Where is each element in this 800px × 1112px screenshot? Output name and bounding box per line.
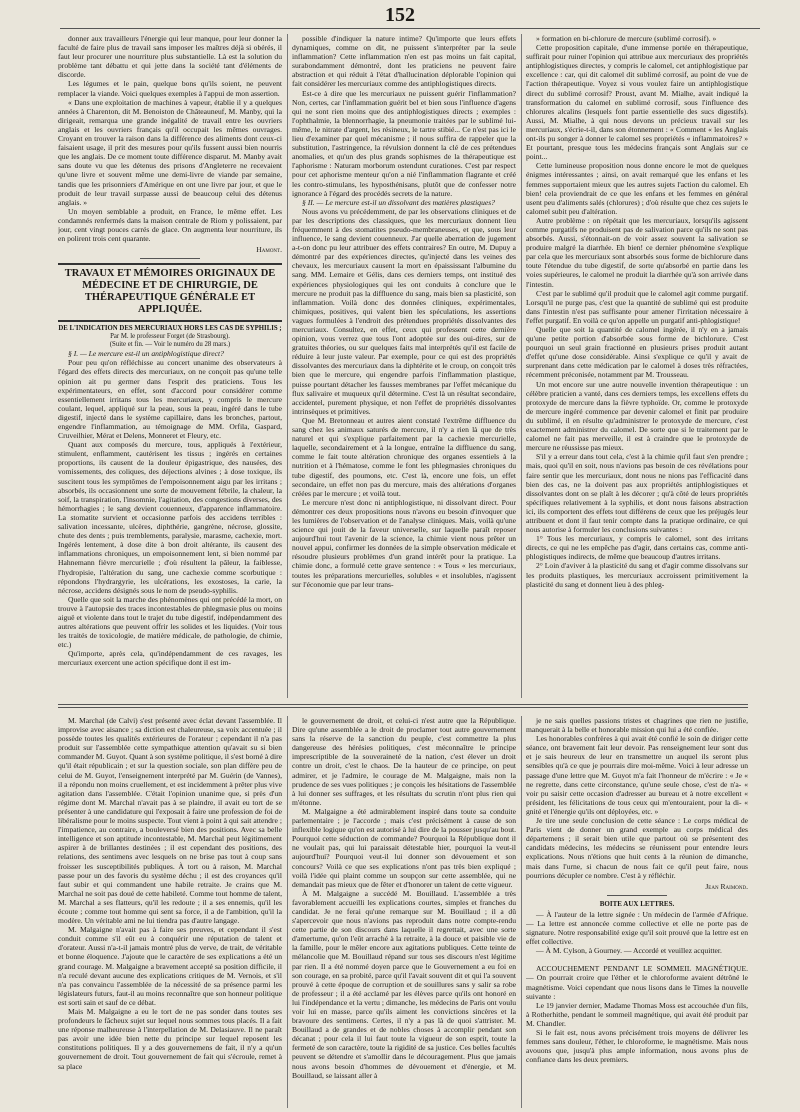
paragraph: possible d'indiquer la nature intime? Qu'importe que leurs effets dynamiques, comme on dit, ne puissent s'interpréter par la seule inflammation? Cette inflammation n'en est pas moins un fait capital, surabondamment démontré, dont les praticiens ne peuvent faire abstraction et qui réduit à l'état d'hallucination déplorable l'opinion qui fait considérer les mercuriaux comme des antiphlogistiques directs. <box>292 34 516 89</box>
paragraph: Les honorables confrères à qui avait été confié le soin de diriger cette séance, ont bravement fait leur devoir. Pas renseignement leur sont dus et je sais heureux de leur en transmettre un auquel ils seront plus sensibles qu'à ce que je pourrais dire moi-même. Voici à leur adresse un passage d'une lettre que M. Guyot m'a fait l'honneur de m'écrire : « Je « ne regrette, dans cette circonstance, qu'une seule chose, c'est de n'a- « voir pu saisir cette occasion d'adresser au bureau et à notre excellent « président, les félicitations de tous ceux qui m'entouraient, pour la di- « gnité et l'énergie qu'ils ont déployées, etc. » <box>526 734 748 816</box>
divider <box>58 263 282 265</box>
article-author: Par M. le professeur Forget (de Strasbourg). <box>110 333 230 341</box>
paragraph: Qu'importe, après cela, qu'indépendamment de ces ravages, les mercuriaux exercent une action spécifique dont il est im- <box>58 649 282 668</box>
divider <box>607 959 667 960</box>
paragraph: M. Malgaigne a été admirablement inspiré dans toute sa conduite parlementaire ; je l'accorde ; mais c'est précisément à cause de son inflexible logique qu'on est autorisé à lui dire de la pousser jusqu'au bout. Pourquoi cette séduction de commande? Pourquoi la République dont il ne voulait pas, qui lui paraissait détestable hier, pourquoi la veut-il aujourd'hui? Pourquoi veut-il lui donner son dévouement et son concours? Voilà ce que ses explications n'ont pas très bien expliqué ; voilà l'idée qui plaint comme un soupçon sur cette assemblée, qui ne demandait pas mieux que de fêter et d'honorer un talent de cette vigueur. <box>292 806 516 889</box>
paragraph: je ne sais quelles passions tristes et chagrines que rien ne justifie, manquerait à la belle et honorable mission qui lui a été confiée. <box>526 716 748 735</box>
paragraph: Le 19 janvier dernier, Madame Thomas Moss est accouchée d'un fils, à Rotherhithe, pendant le sommeil magnétique, qui avait été produit par M. Chandler. <box>526 1000 748 1028</box>
letters-box-heading: BOITE AUX LETTRES. <box>599 899 675 908</box>
paragraph: M. Marchal (de Calvi) s'est présenté avec éclat devant l'assemblée. Il improvise avec aisance ; sa diction est chaleureuse, sa voix accentuée ; il possède toutes les qualités extérieures de l'orateur ; cependant il n'a pas produit sur l'assemblée cette sympathique attention qu'avait su si bien commander M. Guyot. Quant à son système politique, il s'est borné à dire qu'il était républicain ; et sur la question sociale, son plan diffère peu de celui de M. Guyot, l'enseignement interprété par M. Guérin (de Vannes), il a répondu non moins cruellement, et est incidemment à prêter plus vive agitation dans l'assemblée. C'était l'opinion unanime que, si près d'un régime dont M. Marchal n'avait pas à se plaindre, il avait eu tort de se présenter à une candidature qui l'exposait à faire une profession de foi de libéralisme pour le moins suspecte. Tout vient à point à qui sait attendre ; l'impatience, au contraire, a bouleversé bien des positions. Avec sa belle intelligence et son aptitude incontestable, M. Marchal peut légitimement aspirer à de brillantes destinées ; il est cependant des positions, des relations, des sentimens avec lesquels on ne brise pas tout à coup sans froisser les susceptibilités publiques. À tort ou à raison, M. Marchal passe pour un des favoris du système déchu ; il est des croyances qu'il faut subir et qui commandent une habile retraite. Je crains que M. Marchal ne soit pas doué de cette habileté. Comme tout homme de talent, M. Marchal a ses flatteurs, qu'il les redoute ; il a ses ennemis, qu'il les écoute ; comme tout homme qui sent sa force, il a de l'ambition, qu'il la modère. Un véritable ami ne lui tiendra pas d'autre langage. <box>58 716 282 926</box>
paragraph: Cette proposition capitale, d'une immense portée en thérapeutique, suffirait pour ruiner l'opinion qui attribue aux mercuriaux des propriétés antiphlogistiques directes, y compris le calomel, cet antiphlogistique par excellence : car, qui dit calomel dit sublimé corrosif, au point de vue de l'action thérapeutique. Voyez si vous voulez faire un antiphlogistique direct du sublimé corrosif? Proust, avant M. Mialhe, avait indiqué la transformation du calomel en sublimé corrosif, sous l'influence des chlorures alcalins (lesquels font partie essentielle des sucs digestifs). Aussi, M. Mialhe, à qui nous devons un précieux travail sur les mercuriaux, s'écrie-t-il, dans son étonnement : « Comment « les Anglais ont-ils pu songer à donner le calomel ses propriétés « inflammatoires? » Et pourtant, presque tous les médecins français sont Anglais sur ce point... <box>526 43 748 162</box>
paragraph: Si le fait est, nous avons précisément trois moyens de délivrer les femmes sans douleur, l'éther, le chloroforme, le magnétisme. Mais nous avouons que, jusqu'à plus ample information, nous avons plus de confiance dans les deux premiers. <box>526 1028 748 1065</box>
letter-reply: — À M. Cylson, à Gourney. — Accordé et veuillez acquitter. <box>536 946 722 956</box>
section-title: TRAVAUX ET MÉMOIRES ORIGINAUX DE MÉDECINE ET DE CHIRURGIE, DE THÉRAPEUTIQUE GÉNÉRALE ET APPLIQUÉE. <box>64 268 276 316</box>
paragraph: Un moyen semblable a produit, en France, le même effet. Les condamnés renfermés dans la maison centrale de Riom y polissaient, par jour, cent vingt pouces carrés de glace. On augmenta leur nourriture, ils en polirent trois cent quarante. <box>58 206 282 244</box>
column-1 <box>58 34 282 696</box>
divider <box>607 895 667 896</box>
column-divider <box>521 34 522 698</box>
column-2 <box>292 34 516 696</box>
paragraph: « Dans une exploitation de machines à vapeur, établie il y a quelques années à Charenton, dit M. Benoiston de Châteauneuf, M. Manby, qui la dirigeait, remarqua une grande inégalité de travail entre les ouvriers anglais et les ouvriers français qu'il occupait les mêmes ouvrages. Croyant en trouver la raison dans la différence des aliments dont ceux-ci faisaient usage, il prit des mesures pour qu'ils fussent aussi bien nourris que les anglais. De ce moment toute différence disparut. M. Manby avait sans doute vu que les détenus des prisons d'Angleterre ne recevaient qu'une livre et souvent même une demi-livre de viande par semaine, tandis que les prisonniers d'Amérique en ont une livre par jour, et que le produit de leur travail surpasse aussi de beaucoup celui des détenus anglais. » <box>58 97 282 207</box>
paragraph: donner aux travailleurs l'énergie qui leur manque, pour leur donner la faculté de faire plus de travail sans imposer les maîtres déjà si obérés, il faut leur procurer une nourriture plus substantielle. Là est la solution du problème tant débattu et qui jette dans la société tant d'éléments de discorde. <box>58 34 282 80</box>
paragraph: Est-ce à dire que les mercuriaux ne puissent guérir l'inflammation? Non, certes, car l'inflammation guérit bel et bien sous l'influence d'agens qui ne sont rien moins que des antiphlogistiques directs ; exemples : l'ophthalmie, la blennorrhagie, la pneumonie traitées par le sublimé lui-même, le nitrate d'argent, les résineux, le tartre stibié... Ce n'est pas ici le lieu d'examiner par quel mécanisme ; il nous suffira de rappeler que la substitution, l'astringence, la révulsion donnent la clé de ces prétendues anomalies, et qu'un des plus grands sophismes de la thérapeutique est l'aphorisme : Naturam morborum ostendunt curationes. C'est par respect pour cet aphorisme menteur qu'on a nié l'inflammation flagrante et créé les contro-stimulans, les hyposthénisans, plutôt que de confesser notre ignorance à l'égard des procédés secrets de la nature. <box>292 88 516 198</box>
paragraph: Que M. Bretonneau et autres aient constaté l'extrême diffluence du sang chez les animaux saturés de mercure, il n'y a rien là que de très naturel et qui s'explique parfaitement par la cachexie mercurielle, laquelle, secondairement et à la longue, entraîne la diffluence du sang, comme le fait toute altération chronique des organes essentiels à la nutrition et à l'hématose, comme le font les phlegmasies chroniques du tube digestif, des poumons, etc. C'est là, encore une fois, un effet secondaire, un effet non pas du mercure, mais des altérations d'organes créées par le mercure ; et voilà tout. <box>292 415 516 498</box>
paragraph: C'est par le sublimé qu'il produit que le calomel agit comme purgatif. Lorsqu'il ne purge pas, c'est que la quantité de sublimé qui est produite dans l'intestin n'est pas suffisante pour amener l'irritation nécessaire à l'effet purgatif. En voilà ce qu'on appelle un purgatif anti-phlogistique! <box>526 288 748 325</box>
section-heading: § II. — Le mercure est-il un dissolvant des matières plastiques? <box>302 197 495 207</box>
paragraph: Mais M. Malgaigne a eu le tort de ne pas sonder dans toutes ses profondeurs le fâcheux sujet sur lequel nous sommes tous placés. Il a fait une réponse malheureuse à l'interpellation de M. Delasiauve. Il ne paraît pas avoir une idée bien nette du principe sur lequel reposent les constitutions politiques. Il y a des gouvernemens de fait, il n'y a qu'un gouvernement de droit. Tout gouvernement de fait qui s'écroule, remet à sa place <box>58 1007 282 1071</box>
feuilleton-column-1 <box>58 716 282 1108</box>
paragraph: » formation en bi-chlorure de mercure (sublimé corrosif). » <box>536 34 717 43</box>
paragraph: le gouvernement de droit, et celui-ci n'est autre que la République. Dire qu'une assemblée a le droit de proclamer tout autre gouvernement sans la réserve de la sanction du peuple, c'est commettre la plus dangereuse des hérésies politiques, c'est méconnaître le principe imprescriptible de la souveraineté de la nation, c'est élever un droit contre un droit, c'est le chaos. De la hauteur de ce principe, on peut admirer, et je l'admire, le courage de M. Malgaigne, mais non la prudence de ses vues politiques ; je conçois les hésitations de l'assemblée à lui donner ses suffrages, et les résultats du scrutin n'ont plus rien qui m'étonne. <box>292 716 516 807</box>
paragraph: Un mot encore sur une autre nouvelle invention thérapeutique : un célèbre praticien a vanté, dans ces derniers temps, les excellens effets du protoxyde de mercure dans la fièvre typhoïde. Or, comme le protoxyde de mercure ingéré commence par devenir calomel et finit par produire du sublimé, il en résulte qu'administrer le protoxyde de mercure, c'est exactement administrer du calomel. De sorte que si le traitement par le calomel ne fait pas merveille, il est à craindre que le protoxyde de mercure ne réussisse pas mieux. <box>526 379 748 453</box>
article-note: (Suite et fin. — Voir le numéro du 28 mars.) <box>109 341 231 349</box>
signature: Hamont. <box>256 245 282 255</box>
paragraph: Autre problème : on répétait que les mercuriaux, lorsqu'ils agissent comme purgatifs ne produisent pas de salivation parce qu'ils ne sont pas absorbés. Aussi, s'étonnait-on de voir assez souvent la salivation se produire malgré la diarrhée. Eh bien! ce dernier phénomène s'explique par cela que les mercuriaux sont absorbés sous forme de bichlorure dans toute l'étendue du tube digestif, de sorte qu'absorbé en partie dans les voies supérieures, le calomel ne produit la diarrhée qu'à son arrivée dans l'intestin. <box>526 215 748 289</box>
paragraph: Quant aux composés du mercure, tous, appliqués à l'extérieur, stimulent, enflamment, cautérisent les tissus ; ingérés en certaines proportions, ils causent de la douleur épigastrique, des nausées, des vomissements, des coliques, des déjections alvines ; à dose toxique, ils suscitent tous les symptômes de l'empoisonnement aigu par les irritans ; absorbés, ils occasionnent une sorte de mouvement fébrile, la chaleur, la soif, la transpiration, l'insomnie, l'agitation, des congestions diverses, des hémorrhagies ; le sang devient couenneux, d'apparence inflammatoire. La stomatite survient et occasionne parfois des accidens terribles : salivation incessante, ulcères, diphthérie, gangrène, nécrose, glossite, chute des dents ; puis tremblements, paralysie, marasme, cachexie, mort. Ingérés lentement, à dose dite à bon droit altérante, ils causent des inflammations chroniques, un empoisonnement lent, si bien nommé par Hahnemann fièvre mercurielle ; d'où résultent la pâleur, la faiblesse, l'hydropisie, l'altération du sang, une cachexie comme scorbutique : répondons l'hydrargyrie, les ulcérations, les exostoses, la carie, la nécrose, accidens désignés sous le nom de pseudo-syphilis. <box>58 440 282 595</box>
notice-heading: ACCOUCHEMENT PENDANT LE SOMMEIL MAGNÉTIQUE. — On pourrait croire que l'éther et le chloroforme avaient détrôné le magnétisme. Voici cependant que nous lisons dans le Times la nouvelle suivante : <box>526 964 748 1001</box>
signature: Jean Raimond. <box>705 881 748 891</box>
article-title: DE L'INDICATION DES MERCURIAUX HORS LES CAS DE SYPHILIS ; <box>58 325 282 333</box>
paragraph: Nous avons vu précédemment, de par les observations cliniques et de par les descriptions des classiques, que les mercuriaux donnent lieu fréquemment à des stomatites pseudo-membraneuses, et que, sous leur influence, le sang devient couenneux. J'ar quelle aberration de jugement a-t-on donc pu leur attribuer des effets contraires? En outre, M. Dupuy a démontré par des expériences directes, qu'injecté dans les veines des chevaux, les mercuriaux causent la mort en épaississant l'albumine du sang. MM. Lemaire et Gélis, dans ces derniers temps, ont institué des expériences physiologiques qui les ont conduits à conclure que le mercure ne produit pas la diffluence du sang, mais bien sa plasticité, son inflammation. Voilà donc des données cliniques, expérimentales, chimiques, positives, qui valent bien les spéculations, les assertions vagues formulées à l'endroit des prétendues propriétés dissolvantes des mercuriaux. Consultez, en effet, ceux qui professent cette dernière opinion, vous verrez que tous l'ont adoptée sur des oui-dires, sur de gratuites théories, ou sur quelques faits mal interprétés qu'il est facile de réduire à leur juste valeur. Par exemple, pour ce qui est des propriétés dissolvantes des mercuriaux dans la diphtérite et le croup, on conçoit très bien que le mercure, qui engendre parfois l'inflammation plastique, puisse pourtant détacher les fausses membranes par l'effet mécanique du flux salivaire et muqueux qu'il détermine. C'est là un résultat secondaire, accidentel, purement physique, et non l'effet de propriétés dissolvantes intrinsèques et primitives. <box>292 206 516 416</box>
paragraph: À M. Malgaigne a succédé M. Bouillaud. L'assemblée a très favorablement accueilli les explications courtes, simples et franches du candidat. Je ne ferai qu'une remarque sur M. Bouillaud ; il a dû s'apercevoir que nous n'avions pas reproduit dans notre compte-rendu cette partie de son discours dans laquelle il regrettait, avec une sorte d'amertume, qu'on l'eût arraché à la retraite, à la douce et paisible vie de la famille, pour le mêler encore aux agitations publiques. Cette teinte de mélancolie que M. Bouillaud répand sur tous ses discours n'est légitime par rien. Il a été nommé doyen parce que le Gouvernement a eu foi en son courage, en sa probité, parce qu'il l'avait souvent dit et qui l'a souvent prouvé à cette époque de corruption et de souillures sans y salir sa robe de professeur ; il a été acclamé par les élèves parce qu'ils ont honoré en lui l'indépendance et la vertu ; dimanche, les médecins de Paris ont voulu voir lui en masse, parce qu'ils aiment les convictions sincères et la bravoure des sentimens. Certes, il n'y a pas là de quoi s'attrister. M. Bouillaud a de grandes et de nobles choses à accomplir pendant son décanat ; pour cela il lui faut toute la vigueur de son esprit, toute la fermeté de son caractère, toute la rigidité de sa justice. Ces belles facultés peuvent se détendre et s'amollir dans le découragement. Plus que jamais nous avons besoin d'hommes de dévouement et d'énergie, et M. Bouillaud, se laissant aller à <box>292 888 516 1080</box>
section-rule <box>58 704 748 705</box>
paragraph: Le mercure n'est donc ni antiphlogistique, ni dissolvant direct. Pour démontrer ces deux propositions nous n'avons eu besoin d'invoquer que les lumières de l'observation et de l'analyse cliniques. Mais, voilà qu'une science qui jouit de la faveur universelle, sur laquelle paraît reposer aujourd'hui tout l'avenir de la science, la chimie vient nous prêter un nouvel appui, confirmer les données de la simple observation médicale et résoudre plusieurs problèmes d'un grand intérêt pour la pratique. La chimie donc, a formulé cette grave sentence : « Tous « les mercuriaux, toutes les préparations mercurielles, solubles « et insolubles, n'agissent sur l'économie que par leur trans- <box>292 497 516 589</box>
paragraph: Les légumes et le pain, quelque bons qu'ils soient, ne peuvent remplacer la viande. Voici quelques exemples à l'appui de mon assertion. <box>58 79 282 98</box>
paragraph: S'il y a erreur dans tout cela, c'est à la chimie qu'il faut s'en prendre ; mais, quoi qu'il en soit, nous n'avions pas besoin de ces révélations pour faire sentir que les mercuriaux, dont nous ne nions pas l'efficacité dans bien des cas, ne la doivent pas aux propriétés antiphlogistiques et dissolvantes dont on se plaît à les décorer ; qu'à côté de leurs propriétés spécifiques relativement à la syphilis, et dont nous faisons abstraction ici, ils comportent des effets tout différens de ceux que les préjugés leur attribuent et dont il faut tenir compte dans la pratique ordinaire, ce qui nous autorise à formuler les conclusions suivantes : <box>526 452 748 535</box>
paragraph: Pour peu qu'on réfléchisse au concert unanime des observateurs à l'égard des effets directs des mercuriaux, on ne conçoit pas qu'une telle opinion ait pu germer dans l'esprit des praticiens. Tous les expérimentateurs, en effet, sont d'accord pour considérer comme essentiellement irritans tous les mercuriaux, y compris le mercure coulant, lequel, appliqué sur la peau, sous la peau, ingéré dans le tube digestif, injecté dans le système capillaire, dans les bronches, partout, engendre l'inflammation, au témoignage de MM. Orfila, Gaspard, Cruveilhier, Mérat et Delens, Monneret et Fleury, etc. <box>58 358 282 441</box>
paragraph: 2° Loin d'aviver à la plasticité du sang et d'agir comme dissolvans sur les produits plastiques, les mercuriaux accroissent primitivement la plasticité du sang et donnent lieu à des phleg- <box>526 561 748 589</box>
column-3 <box>526 34 748 696</box>
divider <box>58 320 282 322</box>
letter-reply: — À l'auteur de la lettre signée : Un médecin de l'armée d'Afrique. — La lettre est annoncée comme collective et elle ne porte pas de signature. Notre responsabilité exige qu'il soit prouvé que la lettre est en effet collective. <box>526 909 748 947</box>
section-rule <box>58 707 748 708</box>
column-divider <box>521 716 522 1108</box>
divider <box>140 258 200 259</box>
paragraph: Je tire une seule conclusion de cette séance : Le corps médical de Paris vient de donner un grand exemple au corps médical des départemens ; il serait bien utile que partout où se présentent des candidats médecins, les médecins se réunissent pour entendre leurs explications. Nous n'étions que huit cents à la réunion de dimanche, mais dans l'urne, si chacun de nous fait ce qu'il peut faire, nous pourrions décupler ce nombre. C'est à y réfléchir. <box>526 816 748 880</box>
header-rule <box>60 28 760 29</box>
feuilleton-column-2 <box>292 716 516 1108</box>
page-number: 152 <box>385 4 415 26</box>
column-divider <box>287 716 288 1108</box>
paragraph: 1° Tous les mercuriaux, y compris le calomel, sont des irritans directs, ce qui ne les empêche pas d'agir, dans certains cas, comme anti-phlogistiques indirects, de même que beaucoup d'autres irritans. <box>526 534 748 562</box>
paragraph: Quelle que soit la marche des phénomènes qui ont précédé la mort, on trouve à l'autopsie des traces incontestables de phlegmasie plus ou moins aiguë et violente dans tout le trajet du tube digestif, indépendamment des autres altérations que peuvent offrir les solides et les liquides. (Voir tous les traités de toxicologie, de matière médicale, de pathologie, de chimie, etc.) <box>58 594 282 650</box>
feuilleton-column-3 <box>526 716 748 1108</box>
section-heading: § I. — Le mercure est-il un antiphlogistique direct? <box>68 349 224 359</box>
paragraph: Quelle que soit la quantité de calomel ingérée, il n'y en a jamais qu'une petite portion d'absorbée sous forme de bichlorure. C'est pourquoi un seul grain fractionné en plusieurs prises produit autant d'effet qu'une dose considérable. Ainsi s'explique ce qu'il y avait de surprenant dans cette médication par le calomel à doses très réfractées, récemment préconisée, notamment par M. Trousseau. <box>526 325 748 380</box>
paragraph: M. Malgaigne n'avait pas à faire ses preuves, et cependant il s'est conduit comme s'il eût eu à conquérir une réputation de talent et d'orateur. Aussi n'a-t-il jamais montré plus de verve, de trait, de véritable et bonne éloquence. J'ajoute que le caractère de ses explications a été un grand courage. M. Malgaigne a bravement accepté sa position difficile, il n'a reculé devant aucune des explications critiques de M. Vernois, et s'il n'a pas convaincu l'assemblée de la nécessité de sa présence parmi les législateurs futurs, faut-il au moins reconnaître que son honneur politique est sorti sain et sauf de ce débat. <box>58 925 282 1007</box>
paragraph: Cette lumineuse proposition nous donne encore le mot de quelques énigmes intéressantes ; ainsi, on avait remarqué que les enfans et les femmes supportaient mieux que les autres sujets l'action du calomel. Eh bien! cela proviendrait de ce que les enfans et les femmes en général usent peu d'aliments salés (chlorures) ; d'où résulte que chez ces sujets le calomel subit peu d'altération. <box>526 161 748 216</box>
column-divider <box>287 34 288 698</box>
